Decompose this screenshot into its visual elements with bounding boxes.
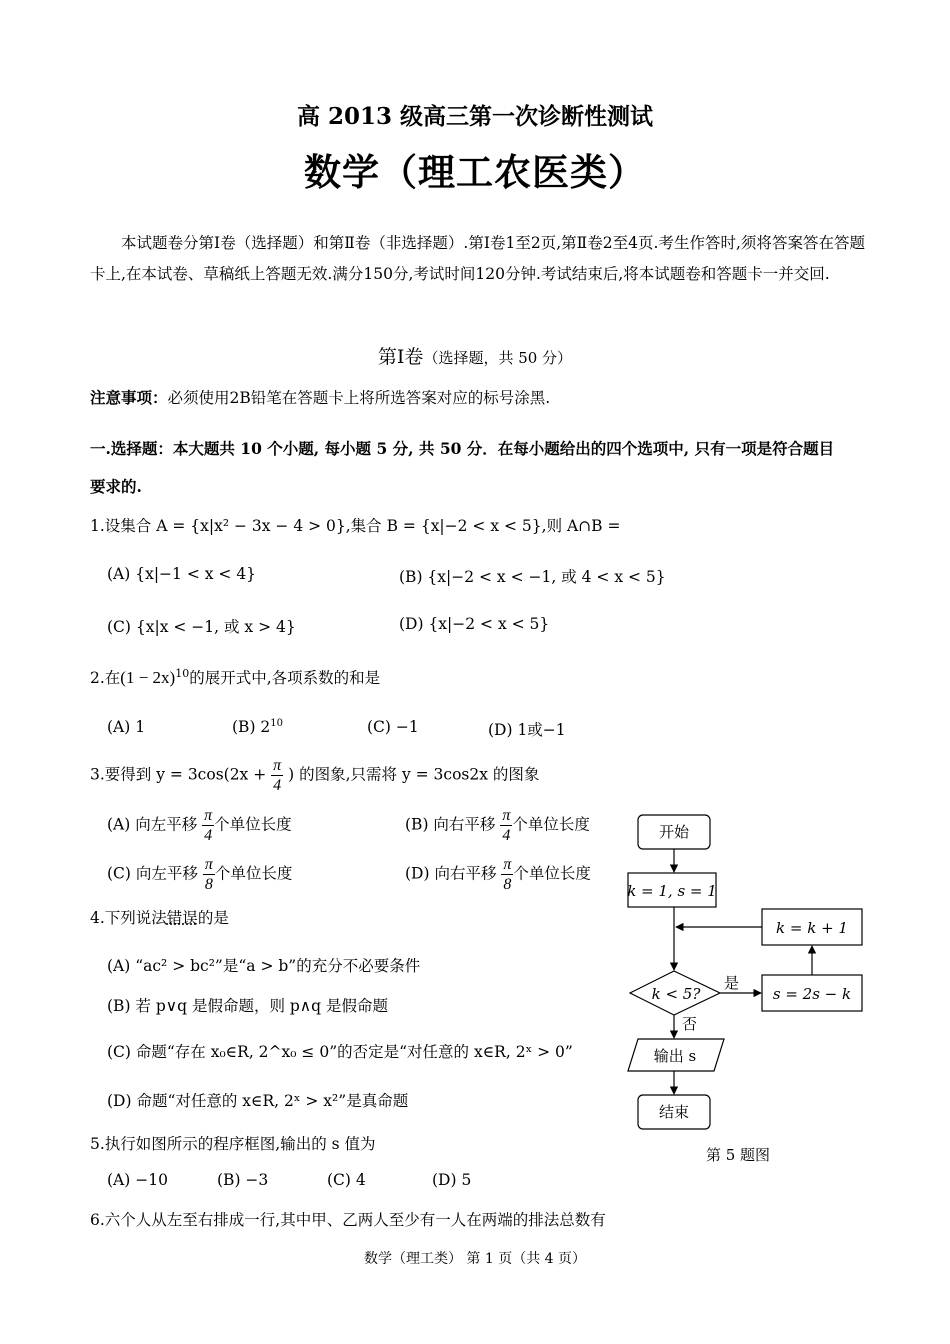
q1-option-b: (B) {x|−2 < x < −1, 或 4 < x < 5}: [399, 568, 666, 586]
q3-d-suffix: 个单位长度: [513, 864, 591, 883]
q4-option-b: (B) 若 p∨q 是假命题，则 p∧q 是假命题: [107, 997, 388, 1015]
q3-a-den: 4: [204, 827, 213, 844]
q2-stem-post: 的展开式中,各项系数的和是: [189, 669, 381, 687]
intro-paragraph: 本试题卷分第Ⅰ卷（选择题）和第Ⅱ卷（非选择题）.第Ⅰ卷1至2页,第Ⅱ卷2至4页.考生作答时,须将答案答在答题卡上,在本试卷、草稿纸上答题无效.满分150分,考试时间120分钟.考试结束后,将本试题卷和答题卡一并交回.: [90, 234, 865, 283]
q2-stem-exp: 10: [175, 666, 190, 680]
flow-yes-label: 是: [724, 974, 740, 992]
q3-c-pre: (C) 向左平移: [107, 864, 198, 883]
q5-stem: 5.执行如图所示的程序框图,输出的 s 值为: [90, 1135, 376, 1153]
q4-stem: [90, 906, 229, 928]
q5-option-d: (D) 5: [432, 1171, 472, 1189]
q5-option-a: (A) −10: [107, 1171, 168, 1189]
notice-text: 必须使用2B铅笔在答题卡上将所选答案对应的标号涂黑.: [167, 389, 551, 407]
q3-d-den: 8: [503, 876, 512, 893]
q3-d-num: π: [503, 856, 512, 873]
q3-option-a: [107, 806, 292, 845]
q3-d-pre: (D) 向右平移: [405, 864, 497, 883]
q3-b-den: 4: [502, 827, 511, 844]
part1-line1: 一.选择题：本大题共 10 个小题, 每小题 5 分, 共 50 分．在每小题给出的四个选项中, 只有一项是符合题目: [90, 439, 835, 458]
flow-update-k-text: k = k + 1: [776, 919, 848, 937]
flow-caption: 第 5 题图: [705, 1146, 771, 1164]
q2-option-d: (D) 1或−1: [488, 721, 566, 739]
q3-stem-post: ) 的图象,只需将 y = 3cos2x 的图象: [288, 765, 540, 784]
q3-a-num: π: [204, 807, 213, 824]
q3-b-frac: [500, 806, 512, 845]
q3-a-pre: (A) 向左平移: [107, 815, 198, 834]
q3-b-suffix: 个单位长度: [512, 815, 590, 834]
q3-b-num: π: [502, 807, 511, 824]
q3-d-frac: [501, 855, 513, 894]
q5-option-c: (C) 4: [327, 1171, 366, 1189]
q1-option-a: (A) {x|−1 < x < 4}: [107, 565, 257, 583]
q3-c-frac: [203, 855, 215, 894]
q3-fraction: [271, 756, 283, 795]
q3-stem: [90, 756, 539, 795]
section-title: [0, 342, 950, 369]
q1-stem: 1.设集合 A = {x|x² − 3x − 4 > 0},集合 B = {x|−2 < x < 5},则 A∩B =: [90, 517, 621, 535]
notice-label: 注意事项：: [90, 388, 168, 407]
flow-start-text: 开始: [658, 823, 690, 841]
q3-a-frac: [202, 806, 214, 845]
q2-stem-math: (1 − 2x): [120, 668, 176, 687]
flowchart: [620, 805, 870, 1165]
q3-c-num: π: [204, 856, 213, 873]
q3-b-pre: (B) 向右平移: [405, 815, 496, 834]
page-footer: 数学（理工类） 第 1 页（共 4 页）: [363, 1251, 587, 1267]
q4-stem-post: 的是: [197, 909, 229, 927]
flow-update-s-text: s = 2s − k: [772, 985, 852, 1003]
q6-stem: 6.六个人从左至右排成一行,其中甲、乙两人至少有一人在两端的排法总数有: [90, 1211, 606, 1229]
flow-end-text: 结束: [658, 1103, 690, 1121]
exam-title: 高 2013 级高三第一次诊断性测试: [296, 103, 654, 130]
q3-frac-den: 4: [273, 777, 282, 794]
q2-option-b-exp: 10: [270, 718, 284, 729]
q3-frac-num: π: [273, 757, 282, 774]
q3-a-suffix: 个单位长度: [214, 815, 292, 834]
q4-option-a: (A) “ac² > bc²”是“a > b”的充分不必要条件: [107, 957, 421, 975]
q3-stem-pre: 3.要得到 y = 3cos(2x +: [90, 765, 267, 784]
section-note: （选择题，共 50 分）: [423, 349, 573, 367]
exam-subtitle: 数学（理工农医类）: [304, 150, 646, 194]
q3-c-den: 8: [204, 876, 213, 893]
part1-line2: 要求的.: [90, 477, 142, 496]
q4-option-c: (C) 命题“存在 x₀∈R, 2^x₀ ≤ 0”的否定是“对任意的 x∈R, 2ˣ > 0”: [107, 1043, 573, 1061]
q2-option-b: [232, 718, 283, 736]
q3-option-d: [405, 855, 591, 894]
q3-option-b: [405, 806, 590, 845]
flow-output-text: 输出 s: [653, 1047, 697, 1065]
q4-option-d: (D) 命题“对任意的 x∈R, 2ˣ > x²”是真命题: [107, 1092, 409, 1110]
q3-option-c: [107, 855, 292, 894]
q2-stem: [90, 666, 380, 688]
q2-option-c: (C) −1: [367, 718, 419, 736]
flow-init-text: k = 1, s = 1: [627, 882, 717, 900]
q1-option-c: (C) {x|x < −1, 或 x > 4}: [107, 618, 296, 636]
flow-no-label: 否: [682, 1015, 698, 1033]
q4-stem-pre: 4.下列说法: [90, 909, 167, 927]
section-name: 第Ⅰ卷: [377, 346, 424, 368]
q5-option-b: (B) −3: [217, 1171, 269, 1189]
q2-option-b-base: (B) 2: [232, 718, 271, 737]
flow-condition-text: k < 5?: [651, 985, 701, 1003]
q3-c-suffix: 个单位长度: [214, 864, 293, 883]
q2-stem-pre: 2.在: [90, 669, 121, 687]
q2-option-a: (A) 1: [107, 718, 146, 736]
q1-option-d: (D) {x|−2 < x < 5}: [399, 615, 550, 633]
notice: [90, 386, 550, 408]
q4-stem-emph: 错误: [166, 909, 198, 927]
